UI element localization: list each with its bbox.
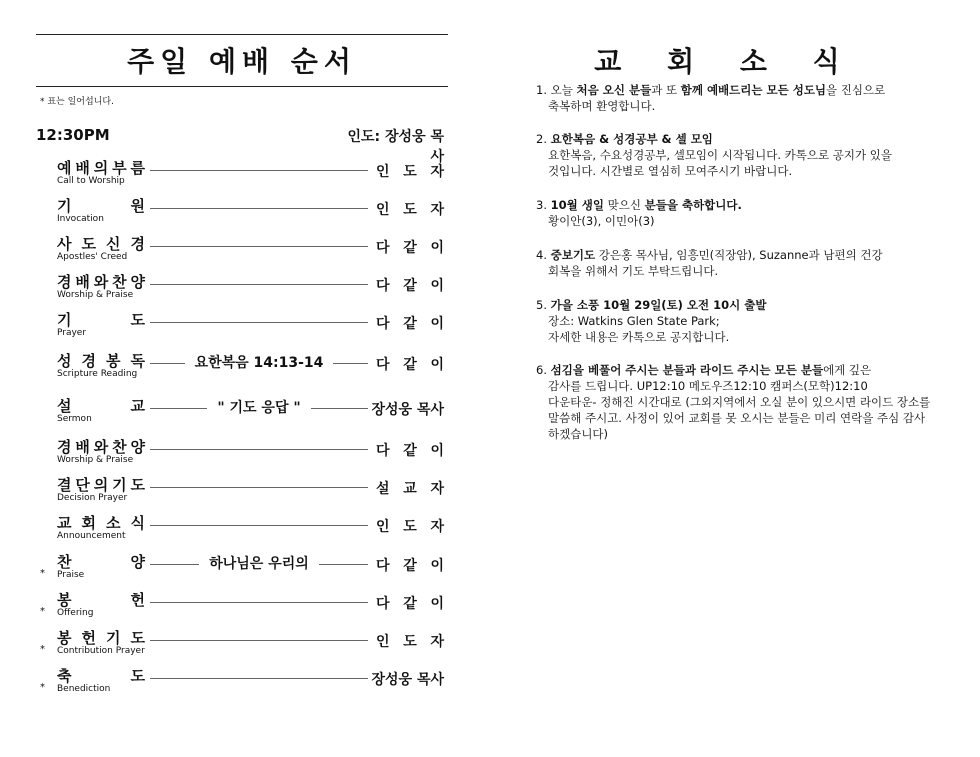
news-item-line: 것입니다. 시간별로 열심히 모여주시기 바랍니다. (548, 164, 793, 178)
order-item-english: Prayer (57, 328, 87, 338)
standing-mark: * (40, 644, 45, 655)
order-item-person: 인 도 자 (376, 164, 444, 180)
news-item-line: 자세한 내용은 카톡으로 공지합니다. (548, 330, 730, 344)
order-row (40, 195, 448, 229)
leader-line (150, 602, 368, 603)
service-leader: 인도: 장성웅 목사 (347, 129, 444, 165)
order-item-person: 인 도 자 (376, 519, 444, 535)
order-item-korean: 사 도 신 경 (57, 235, 145, 253)
order-item-english: Worship & Praise (57, 455, 134, 465)
news-item-line: 회복을 위해서 기도 부탁드립니다. (548, 264, 719, 278)
order-row (40, 512, 448, 546)
leader-line (150, 322, 368, 323)
news-item-heading: 3. 10월 생일 맞으신 분들을 축하합니다. (536, 198, 742, 212)
service-time: 12:30PM (36, 126, 110, 144)
order-item-person: 다 같 이 (376, 443, 444, 459)
leader-line (150, 170, 368, 171)
order-item-person: 다 같 이 (376, 357, 444, 373)
leader-line (150, 208, 368, 209)
order-row (40, 309, 448, 343)
news-item-line: 황이안(3), 이민아(3) (548, 214, 655, 228)
order-item-person: 다 같 이 (376, 596, 444, 612)
order-item-person: 설 교 자 (376, 481, 444, 497)
leader-line (150, 525, 368, 526)
news-item-line: 하겠습니다) (548, 427, 609, 441)
news-item-heading: 6. 섬김을 베풀어 주시는 분들과 라이드 주시는 모든 분들에게 깊은 (536, 363, 872, 377)
order-item-person: 다 같 이 (376, 240, 444, 256)
news-item (536, 297, 946, 345)
order-item-korean: 봉 헌 기 도 (57, 629, 145, 647)
leader-line (150, 487, 368, 488)
order-item-english: Invocation (57, 214, 104, 224)
order-row (40, 395, 448, 429)
order-item-korean: 교 회 소 식 (57, 514, 145, 532)
order-item-korean: 봉 헌 (57, 591, 145, 609)
order-item-detail: 하나님은 우리의 (150, 553, 368, 573)
order-item-english: Praise (57, 570, 85, 580)
order-item-person: 장성웅 목사 (371, 402, 444, 418)
order-row (40, 589, 448, 623)
order-item-english: Contribution Prayer (57, 646, 145, 656)
leader-line (150, 678, 368, 679)
order-item-person: 다 같 이 (376, 316, 444, 332)
news-item-line: 축복하며 환영합니다. (548, 99, 656, 113)
top-rule (36, 34, 448, 35)
news-item-line: 다운타운- 정해진 시간대로 (그외지역에서 오실 분이 있으시면 라이드 장소를 (548, 395, 931, 409)
order-item-detail: " 기도 응답 " (150, 397, 368, 417)
order-item-english: Offering (57, 608, 94, 618)
order-item-korean: 예 배 의 부 름 (57, 159, 145, 177)
title-rule (36, 86, 448, 87)
worship-order-title: 주일 예배 순서 (127, 45, 357, 78)
order-row (40, 271, 448, 305)
order-item-korean: 축 도 (57, 667, 145, 685)
order-row (40, 474, 448, 508)
news-item (536, 247, 946, 279)
news-item-heading: 2. 요한복음 & 성경공부 & 셀 모임 (536, 132, 713, 146)
order-row (40, 157, 448, 191)
order-item-english: Decision Prayer (57, 493, 128, 503)
standing-mark: * (40, 606, 45, 617)
news-item (536, 197, 946, 229)
order-item-korean: 경 배 와 찬 양 (57, 438, 145, 456)
order-item-korean: 기 도 (57, 311, 145, 329)
order-item-person: 장성웅 목사 (371, 672, 444, 688)
standing-note: * 표는 일어섭니다. (40, 97, 114, 107)
order-row (40, 233, 448, 267)
news-item-heading: 1. 오늘 처음 오신 분들과 또 함께 예배드리는 모든 성도님을 진심으로 (536, 83, 886, 97)
news-item (536, 362, 946, 442)
order-item-person: 다 같 이 (376, 278, 444, 294)
order-item-person: 인 도 자 (376, 634, 444, 650)
news-item-line: 감사를 드립니다. UP12:10 메도우즈12:10 캠퍼스(모학)12:10 (548, 379, 868, 393)
leader-line (150, 449, 368, 450)
order-item-korean: 결 단 의 기 도 (57, 476, 145, 494)
news-item-heading: 5. 가을 소풍 10월 29일(토) 오전 10시 출발 (536, 298, 767, 312)
news-item (536, 131, 946, 179)
news-item-line: 말씀해 주시고. 사정이 있어 교회를 못 오시는 분들은 미리 연락을 주심 감사 (548, 411, 926, 425)
order-item-korean: 성 경 봉 독 (57, 352, 145, 370)
order-item-person: 다 같 이 (376, 558, 444, 574)
leader-line (150, 246, 368, 247)
order-item-english: Apostles' Creed (57, 252, 128, 262)
order-item-person: 인 도 자 (376, 202, 444, 218)
order-item-english: Sermon (57, 414, 92, 424)
order-row (40, 436, 448, 470)
order-row (40, 350, 448, 384)
order-item-korean: 설 교 (57, 397, 145, 415)
order-item-english: Scripture Reading (57, 369, 138, 379)
order-row (40, 627, 448, 661)
news-item (536, 82, 946, 114)
order-item-english: Announcement (57, 531, 126, 541)
news-item-line: 요한복음, 수요성경공부, 셀모임이 시작됩니다. 카톡으로 공지가 있을 (548, 148, 892, 162)
order-item-english: Benediction (57, 684, 111, 694)
order-item-english: Worship & Praise (57, 290, 134, 300)
church-news-title: 교 회 소 식 (594, 45, 858, 78)
order-item-korean: 경 배 와 찬 양 (57, 273, 145, 291)
leader-line (150, 284, 368, 285)
order-item-english: Call to Worship (57, 176, 125, 186)
order-item-korean: 찬 양 (57, 553, 145, 571)
standing-mark: * (40, 568, 45, 579)
order-item-detail: 요한복음 14:13-14 (150, 352, 368, 372)
leader-line (150, 640, 368, 641)
order-row (40, 551, 448, 585)
standing-mark: * (40, 682, 45, 693)
news-item-line: 장소: Watkins Glen State Park; (548, 314, 720, 328)
order-item-korean: 기 원 (57, 197, 145, 215)
order-row (40, 665, 448, 699)
news-item-heading: 4. 중보기도 강은홍 목사님, 임흥민(직장암), Suzanne과 남편의 건강 (536, 248, 883, 262)
